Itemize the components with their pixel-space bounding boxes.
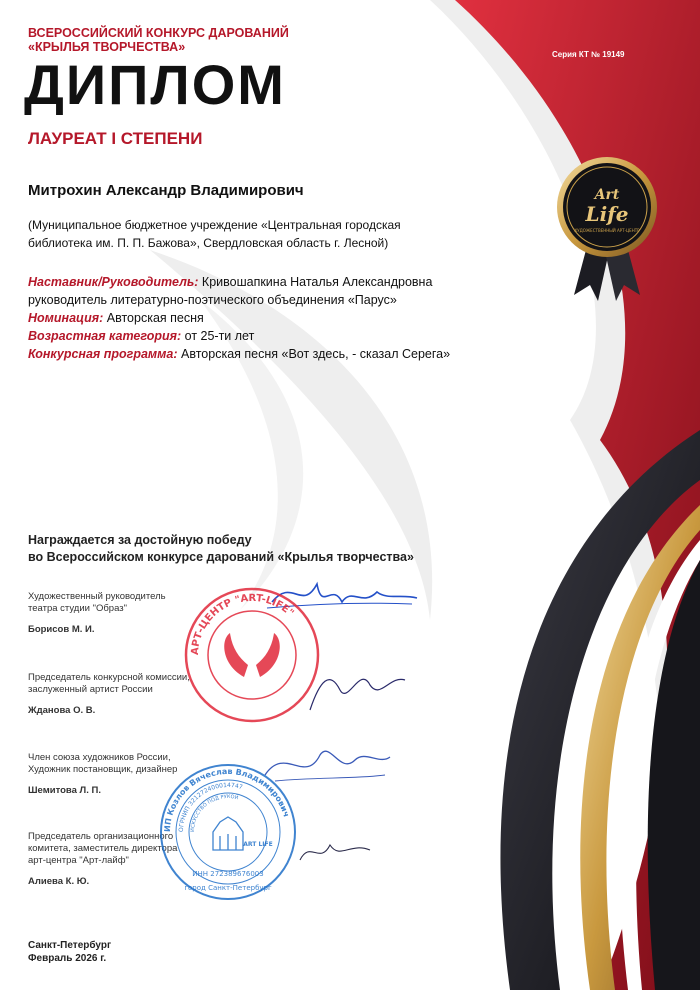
contest-line-1: ВСЕРОССИЙСКИЙ КОНКУРС ДАРОВАНИЙ	[28, 26, 289, 40]
signatory-title: комитета, заместитель директора	[28, 843, 178, 854]
nomination-row	[28, 309, 468, 327]
medal-subtext: ХУДОЖЕСТВЕННЫЙ АРТ-ЦЕНТР	[574, 228, 640, 233]
award-statement	[28, 532, 414, 566]
blue-stamp-logo: ART LIFE	[243, 841, 273, 848]
signatory-name: Борисов М. И.	[28, 624, 95, 635]
signatory-title: Председатель организационного	[28, 831, 174, 842]
age-value: от 25-ти лет	[181, 329, 255, 343]
signatory-title: Художественный руководитель	[28, 591, 166, 602]
program-value: Авторская песня «Вот здесь, - сказал Серега»	[177, 347, 451, 361]
blue-stamp-city: город Санкт-Петербург	[184, 884, 272, 892]
signature-4	[295, 830, 375, 870]
signatory-title: заслуженный артист России	[28, 684, 153, 695]
blue-stamp-middle-text: ОГРНИП 321272400014747	[177, 781, 244, 833]
blue-stamp-inner-text: ИСКУССТВО ПОД РУКОЙ	[189, 793, 239, 833]
medal-text-art: Art	[594, 187, 620, 203]
signatory-2	[28, 672, 190, 717]
signatory-4	[28, 831, 177, 888]
blue-stamp-outer-text: ИП Козлов Вячеслав Владимирович	[162, 766, 291, 833]
signatory-title: Председатель конкурсной комиссии,	[28, 672, 190, 683]
footer-city: Санкт-Петербург	[28, 940, 112, 951]
footer-date: Февраль 2026 г.	[28, 953, 107, 964]
series-number: Серия КТ № 19149	[552, 50, 625, 59]
diploma-title: ДИПЛОМ	[24, 53, 286, 116]
mentor-value: Кривошапкина Наталья Александровна	[198, 275, 433, 289]
age-label: Возрастная категория:	[28, 329, 182, 343]
footer-place-date	[28, 939, 111, 965]
details-block	[28, 273, 468, 363]
mentor-label: Наставник/Руководитель:	[28, 275, 199, 289]
mentor-role: руководитель литературно-поэтического объединения «Парус»	[28, 293, 397, 307]
signatory-1	[28, 591, 166, 636]
ip-blue-stamp	[158, 762, 298, 902]
signatory-title: арт-центра "Арт-лайф"	[28, 855, 129, 866]
contest-line-2: «КРЫЛЬЯ ТВОРЧЕСТВА»	[28, 40, 186, 54]
signatory-title: театра студии "Образ"	[28, 603, 127, 614]
age-row	[28, 327, 468, 345]
recipient-name: Митрохин Александр Владимирович	[28, 182, 304, 199]
nomination-label: Номинация:	[28, 311, 104, 325]
contest-name	[28, 26, 289, 54]
nomination-value: Авторская песня	[103, 311, 204, 325]
signatory-name: Жданова О. В.	[28, 705, 96, 716]
laureate-degree: ЛАУРЕАТ I СТЕПЕНИ	[28, 129, 203, 148]
signatory-title: Член союза художников России,	[28, 752, 171, 763]
art-life-medal	[552, 155, 662, 305]
program-label: Конкурсная программа:	[28, 347, 178, 361]
recipient-organization: (Муниципальное бюджетное учреждение «Центральная городская библиотека им. П. П. Бажова», Свердловская область г. Лесной)	[28, 218, 401, 250]
signatory-title: Художник постановщик, дизайнер	[28, 764, 178, 775]
signatory-name: Алиева К. Ю.	[28, 876, 90, 887]
award-line-2: во Всероссийском конкурсе дарований «Крылья творчества»	[28, 550, 414, 564]
program-row	[28, 345, 468, 363]
award-line-1: Награждается за достойную победу	[28, 533, 252, 547]
signatory-3	[28, 752, 177, 797]
art-life-red-stamp	[182, 585, 322, 725]
signatory-name: Шемитова Л. П.	[28, 785, 101, 796]
blue-stamp-inn: ИНН 272389676003	[192, 870, 264, 878]
medal-text-life: Life	[585, 202, 629, 226]
mentor-row	[28, 273, 468, 291]
red-stamp-text: АРТ-ЦЕНТР "ART-LIFE"	[189, 592, 296, 656]
